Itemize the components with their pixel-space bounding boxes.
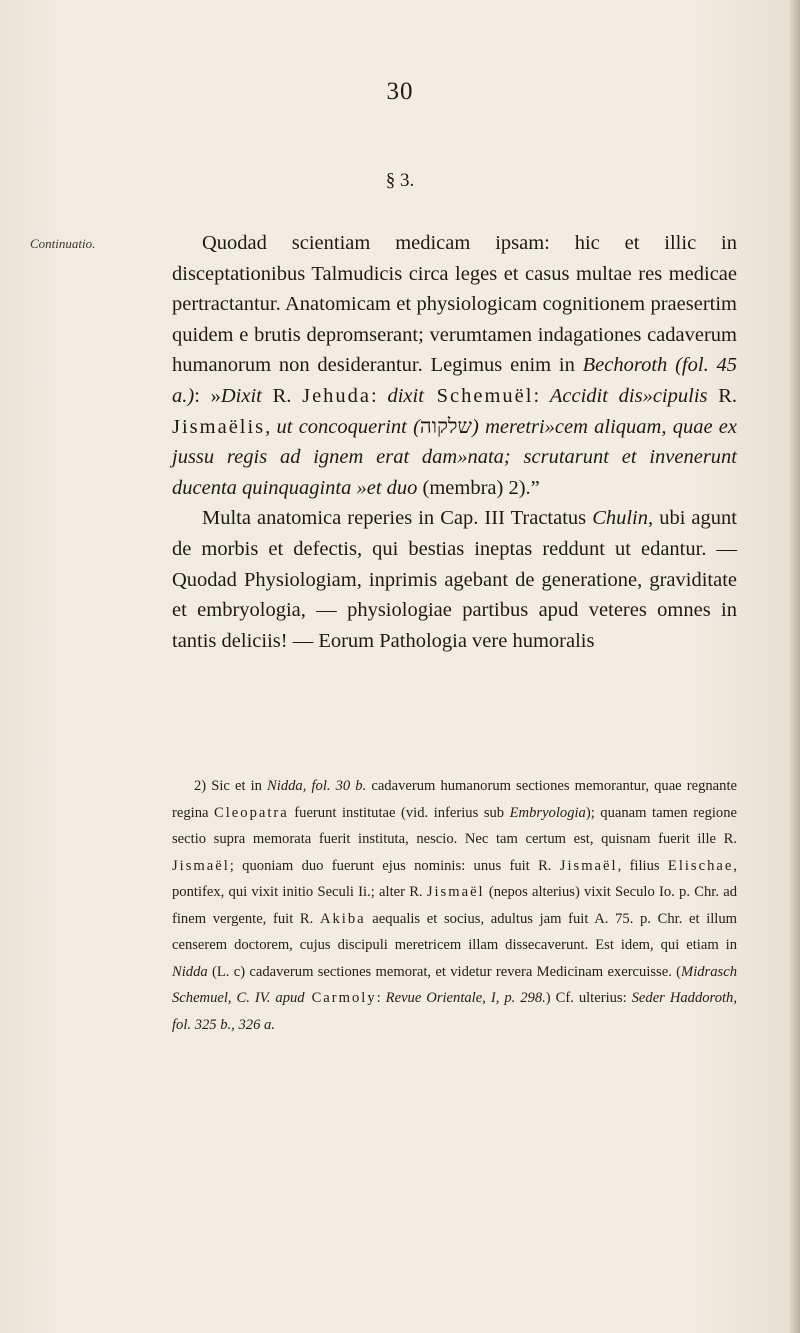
tractatus-word: Tractatus [504,507,593,530]
marginal-note: Continuatio. [30,236,96,251]
footnote-text: (nepos alterius) vixit Seculo Io. p. Chr. ad finem vergente, fuit R. [172,884,737,927]
tractate-chulin: Chulin, [592,507,654,530]
paragraph-1 [172,228,737,503]
name-schemuel: Schemuël [423,384,534,407]
punctuation: : [371,384,388,407]
paragraph-2 [172,503,737,656]
name-carmoly: Carmoly [304,990,377,1006]
page-number: 30 [386,78,414,105]
footnote-text: , filius [617,857,668,874]
quote-text: ) meretri»cem aliquam, quae ex jussu regis ad ignem erat dam»nata; scrutarunt et invenerunt ducenta quinquaginta »et duo [172,415,737,499]
footnote-text: fuerunt institutae (vid. inferius sub [288,804,510,821]
footnote-section [172,773,737,1038]
footnote-ref: Embryologia [509,804,586,821]
paragraph-2-rest: ubi agunt de morbis et defectis, qui bestias ineptas reddunt ut edantur. — Quodad Physiologiam, inprimis agebant de generatione, graviditate et embryologia, — physiologiae partibus apud veteres omnes in tantis deliciis! — Eorum Pathologia vere humoralis [172,507,737,652]
name-elischa: Elischae [667,857,734,874]
footnote-2 [172,773,737,1038]
name-jismael: Jismaël [172,857,230,874]
quote-dixit: Dixit [220,384,262,407]
name-jismael: Jismaël [426,884,485,900]
footnote-text: (L. c) cadaverum sectiones memorat, et videtur revera Medicinam exercuisse. ( [207,963,682,980]
footnote-ref: Nidda, fol. 30 b. [267,778,367,794]
paragraph-1-tail: (membra) 2).” [417,476,540,499]
section-heading: § 3. [385,170,415,191]
footnote-text: ) Cf. ulterius: [545,990,632,1006]
footnote-text: : [376,990,386,1006]
main-text [172,228,737,656]
footnote-ref: Seder Haddoroth, fol. 325 b., 326 a. [172,990,737,1033]
punctuation: : » [194,384,221,407]
footnote-text: 2) Sic et in [194,778,268,794]
source-reference: Bechoroth (fol. 45 a.) [172,354,737,407]
rabbi-abbrev: R. [261,384,303,407]
quote-dixit: dixit [387,384,424,407]
name-jismael: Jismaëlis [172,415,266,438]
quote-text: Accidit dis»cipulis [549,384,708,407]
footnote-text: , pontifex, qui vixit initio Seculi Ii.; alter R. [172,857,737,900]
footnote-text: aequalis et socius, adultus jam fuit A. 75. p. Chr. et illum censerem doctorem, cujus discipuli meretricem illam dissecaverunt. Est idem, qui etiam in [172,910,738,953]
name-cleopatra: Cleopatra [214,804,289,821]
footnote-text: cadaverum humanorum sectiones memorantur, quae regnante regina [172,778,737,821]
quote-text: , ut concoquerint ( [265,415,420,438]
paragraph-1-lead: Quodad scientiam medicam ipsam: hic et illic in disceptationibus Talmudicis circa leges et casus multae res medicae pertractantur. Anatomicam et physiologicam cognitionem praesertim quidem e brutis depromserant; verumtamen indagationes cadaverum humanorum non desiderantur. Legimus enim in [172,232,737,377]
rabbi-abbrev: R. [707,384,738,407]
footnote-ref: Revue Orientale, I, p. 298. [385,990,546,1006]
footnote-text: ; quoniam duo fuerunt ejus nominis: unus fuit R. [229,857,560,874]
page-edge [790,0,800,1333]
hebrew-word: שלקוה [419,415,473,438]
punctuation: : [533,384,550,407]
footnote-ref: Midrasch Schemuel, C. IV. apud [172,963,737,1006]
footnote-text: ); quanam tamen regione sectio supra memorata fuerit instituta, nescio. Nec tam certum est, quisnam fuerit ille R. [172,804,738,847]
name-jehuda: Jehuda [302,384,372,407]
footnote-ref: Nidda [172,963,208,980]
name-jismael: Jismaël [559,857,618,874]
paragraph-2-lead: Multa anatomica reperies in Cap. III [202,507,505,530]
name-akiba: Akiba [319,910,366,927]
